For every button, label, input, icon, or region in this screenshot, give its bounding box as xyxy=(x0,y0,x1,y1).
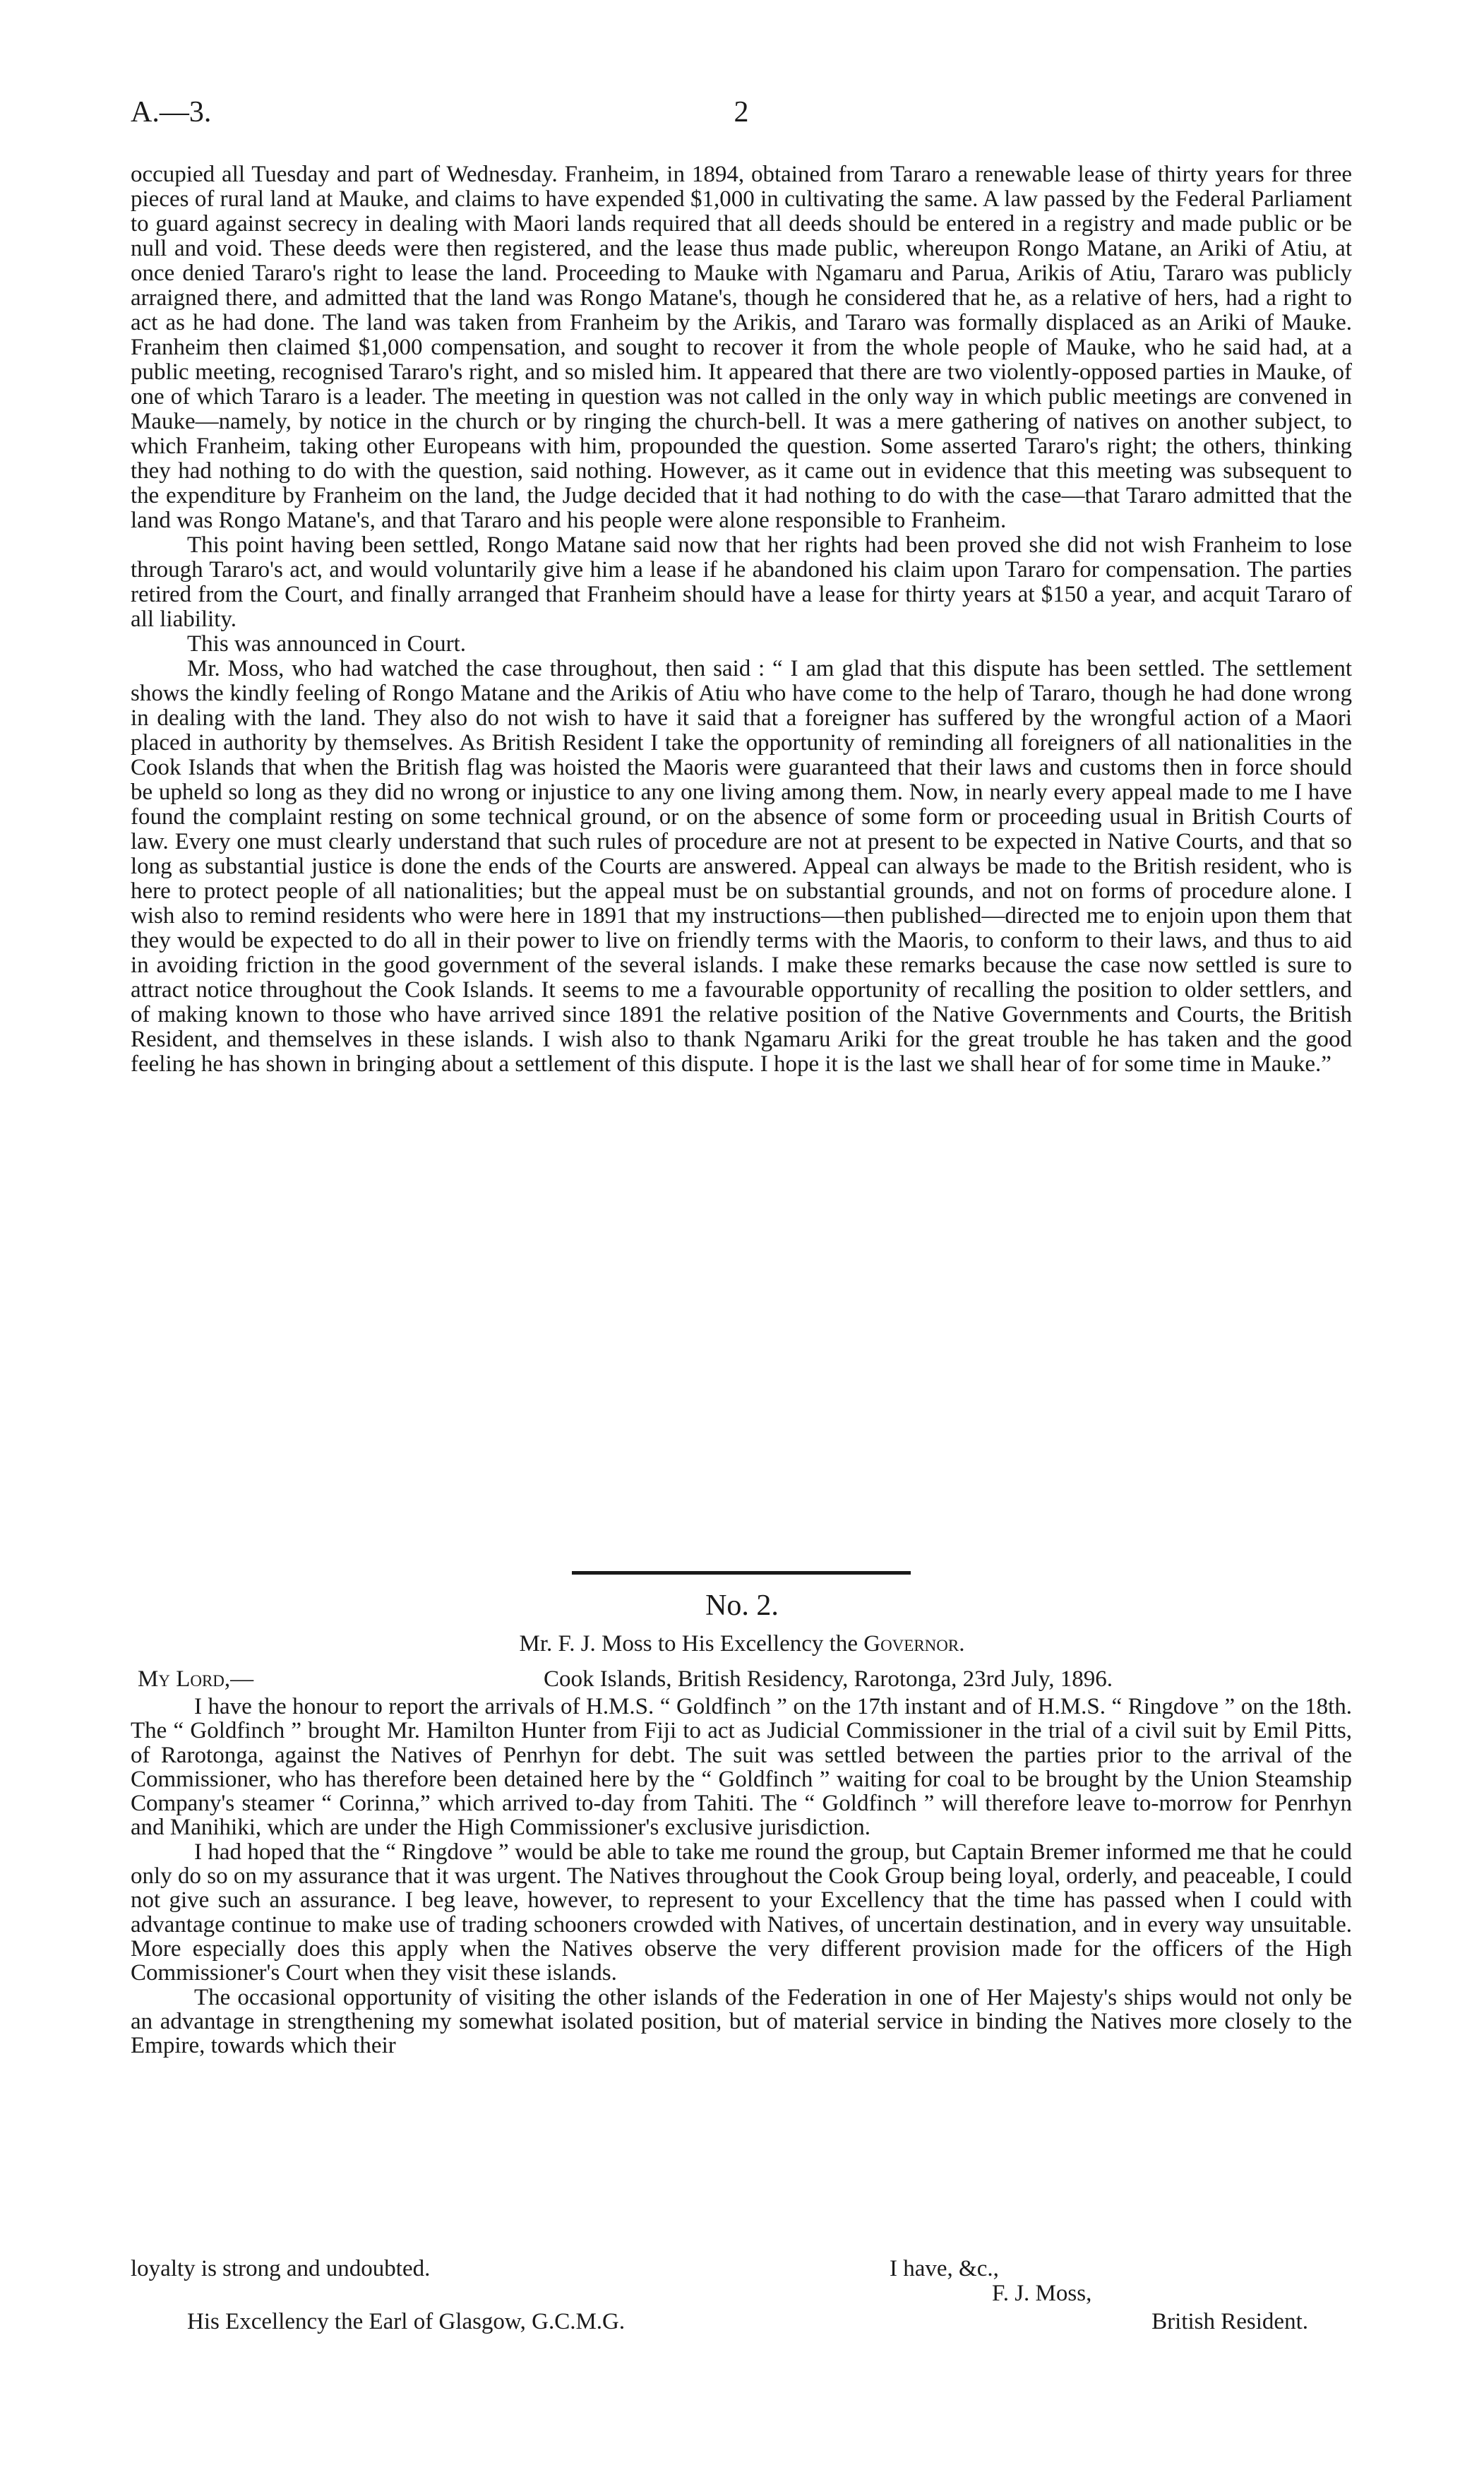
paragraph: This point having been settled, Rongo Matane said now that her rights had been proved she did not wish Franheim to lose through Tararo's act, and would voluntarily give him a lease if he abandoned his claim upon Tararo for compensation. The parties retired from the Court, and finally arranged that Franheim should have a lease for thirty years at $150 a year, and acquit Tararo of all liability. xyxy=(131,532,1352,632)
closing: I have, &c., xyxy=(890,2256,999,2281)
salutation-line xyxy=(131,1666,1352,1695)
closing-line xyxy=(131,2256,1352,2284)
paragraph: I had hoped that the “ Ringdove ” would be able to take me round the group, but Captain Bremer informed me that he could only do so on my assurance that it was urgent. The Natives throughout the Cook Group being loyal, orderly, and peaceable, I could not give such an assurance. I beg leave, however, to represent to your Excellency that the time has passed when I could with advantage continue to make use of trading schooners crowded with Natives, of uncertain destination, and in every way unsuitable. More especially does this apply when the Natives observe the very different provision made for the officers of the High Commissioner's Court when they visit these islands. xyxy=(131,1839,1352,1986)
section-divider xyxy=(572,1571,911,1575)
paragraph: I have the honour to report the arrivals of H.M.S. “ Goldfinch ” on the 17th instant and of H.M.S. “ Ringdove ” on the 18th. The “ Goldfinch ” brought Mr. Hamilton Hunter from Fiji to act as Judicial Commissioner in the trial of a civil suit by Emil Pitts, of Rarotonga, against the Natives of Penrhyn for debt. The suit was settled between the parties prior to the arrival of the Commissioner, who has therefore been detained here by the “ Goldfinch ” waiting for coal to be brought by the Union Steamship Company's steamer “ Corinna,” which arrived to-day from Tahiti. The “ Goldfinch ” will therefore leave to-morrow for Penrhyn and Manihiki, which are under the High Commissioner's exclusive jurisdiction. xyxy=(131,1694,1352,1841)
dateline: Cook Islands, British Residency, Rarotonga, 23rd July, 1896. xyxy=(544,1666,1113,1692)
letter-title xyxy=(0,1631,1484,1657)
letter-number: No. 2. xyxy=(705,1589,779,1622)
report-body xyxy=(131,162,1352,1077)
paragraph: occupied all Tuesday and part of Wednesday. Franheim, in 1894, obtained from Tararo a renewable lease of thirty years for three pieces of rural land at Mauke, and claims to have expended $1,000 in cultivating the same. A law passed by the Federal Parliament to guard against secrecy in dealing with Maori lands required that all deeds should be entered in a registry and made public or be null and void. These deeds were then registered, and the lease thus made public, whereupon Rongo Matane, an Ariki of Atiu, at once denied Tararo's right to lease the land. Proceeding to Mauke with Ngamaru and Parua, Arikis of Atiu, Tararo was publicly arraigned there, and admitted that the land was Rongo Matane's, though he considered that he, as a relative of hers, had a right to act as he had done. The land was taken from Franheim by the Arikis, and Tararo was formally displaced as an Ariki of Mauke. Franheim then claimed $1,000 compensation, and sought to recover it from the whole people of Mauke, who he said had, at a public meeting, recognised Tararo's right, and so misled him. It appeared that there are two violently-opposed parties in Mauke, of one of which Tararo is a leader. The meeting in question was not called in the only way in which public meetings are convened in Mauke—namely, by notice in the church or by ringing the church-bell. It was a mere gathering of natives on another subject, to which Franheim, taking other Europeans with him, propounded the question. Some asserted Tararo's right; the others, thinking they had nothing to do with the question, said nothing. However, as it came out in evidence that this meeting was subsequent to the expenditure by Franheim on the land, the Judge decided that it had nothing to do with the case—that Tararo admitted that the land was Rongo Matane's, and that Tararo and his people were alone responsible to Franheim. xyxy=(131,162,1352,533)
letter-body xyxy=(131,1695,1352,2058)
signature: F. J. Moss, xyxy=(992,2281,1092,2306)
addressee: His Excellency the Earl of Glasgow, G.C.M.G. xyxy=(187,2309,626,2334)
paragraph: Mr. Moss, who had watched the case throughout, then said : “ I am glad that this dispute has been settled. The settlement shows the kindly feeling of Rongo Matane and the Arikis of Atiu who have come to the help of Tararo, though he had done wrong in dealing with the land. They also do not wish to have it said that a foreigner has suffered by the wrongful action of a Maori placed in authority by themselves. As British Resident I take the opportunity of reminding all foreigners of all nationalities in the Cook Islands that when the British flag was hoisted the Maoris were guaranteed that their laws and customs then in force should be upheld so long as they did no wrong or injustice to any one living among them. Now, in nearly every appeal made to me I have found the complaint resting on some technical ground, or on the absence of some form or proceeding usual in British Courts of law. Every one must clearly understand that such rules of procedure are not at present to be expected in Native Courts, and that so long as substantial justice is done the ends of the Courts are answered. Appeal can always be made to the British resident, who is here to protect people of all nationalities; but the appeal must be on substantial grounds, and not on forms of procedure alone. I wish also to remind residents who were here in 1891 that my instructions—then published—directed me to enjoin upon them that they would be expected to do all in their power to live on friendly terms with the Maoris, to conform to their laws, and thus to aid in avoiding friction in the good government of the several islands. I make these remarks because the case now settled is sure to attract notice throughout the Cook Islands. It seems to me a favourable opportunity of recalling the position to older settlers, and of making known to those who have arrived since 1891 the relative position of the Native Governments and Courts, the British Resident, and themselves in these islands. I wish also to thank Ngamaru Ariki for the great trouble he has taken and the good feeling he has shown in bringing about a settlement of this dispute. I hope it is the last we shall hear of for some time in Mauke.” xyxy=(131,656,1352,1077)
salutation: My Lord,— xyxy=(138,1666,254,1692)
paragraph: The occasional opportunity of visiting the other islands of the Federation in one of Her Majesty's ships would not only be an advantage in strengthening my somewhat isolated position, but of material service in binding the Natives more closely to the Empire, towards which their xyxy=(131,1984,1352,2059)
document-reference: A.—3. xyxy=(131,96,212,129)
letter-title-recipient: Governor. xyxy=(863,1631,965,1657)
closing-last-line: loyalty is strong and undoubted. xyxy=(131,2256,431,2281)
paragraph: This was announced in Court. xyxy=(187,631,467,657)
page-number: 2 xyxy=(734,96,749,129)
letter-title-prefix: Mr. F. J. Moss to His Excellency the xyxy=(519,1631,864,1657)
signatory-role: British Resident. xyxy=(1151,2309,1308,2334)
page-header xyxy=(131,95,1352,138)
addressee-line xyxy=(131,2309,1352,2337)
